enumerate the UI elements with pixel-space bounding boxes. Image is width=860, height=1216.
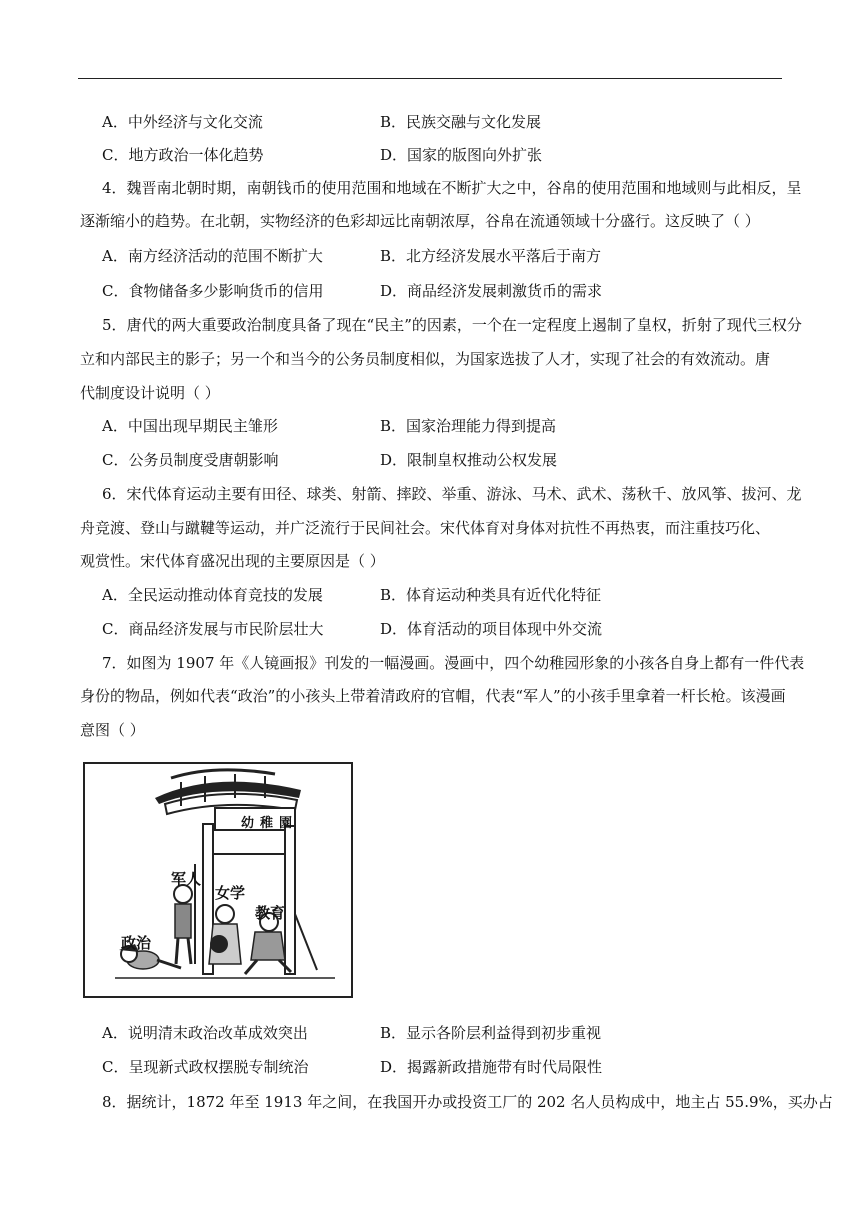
q8-stem-line-1: 8．据统计，1872 年至 1913 年之间，在我国开办或投资工厂的 202 名人员构成中，地主占 55.9%，买办占 — [102, 1093, 833, 1111]
label-education: 教育 — [255, 904, 286, 922]
q7-stem-line-1: 7．如图为 1907 年《人镜画报》刊发的一幅漫画。漫画中，四个幼稚园形象的小孩各自身上都有一件代表 — [102, 654, 805, 672]
q4-stem-line-2: 逐渐缩小的趋势。在北朝，实物经济的色彩却远比南朝浓厚，谷帛在流通领域十分盛行。这反映了（ ） — [80, 212, 760, 230]
q7-stem-line-3: 意图（ ） — [80, 721, 145, 739]
header-rule — [78, 78, 782, 79]
q3-option-d[interactable]: D．国家的版图向外扩张 — [380, 146, 543, 164]
cartoon-illustration — [85, 764, 351, 996]
q4-option-b[interactable]: B．北方经济发展水平落后于南方 — [380, 247, 602, 265]
q6-option-d[interactable]: D．体育活动的项目体现中外交流 — [380, 620, 603, 638]
q6-option-b[interactable]: B．体育运动种类具有近代化特征 — [380, 586, 602, 604]
q5-stem-line-1: 5．唐代的两大重要政治制度具备了现在“民主”的因素，一个在一定程度上遏制了皇权，折射了现代三权分 — [102, 316, 802, 334]
q7-option-c[interactable]: C．呈现新式政权摆脱专制统治 — [102, 1058, 309, 1076]
q4-option-a[interactable]: A．南方经济活动的范围不断扩大 — [102, 247, 323, 265]
q6-option-c[interactable]: C．商品经济发展与市民阶层壮大 — [102, 620, 324, 638]
signboard-text: 幼稚園 — [241, 816, 299, 831]
q5-option-b[interactable]: B．国家治理能力得到提高 — [380, 417, 557, 435]
q4-stem-line-1: 4．魏晋南北朝时期，南朝钱币的使用范围和地域在不断扩大之中，谷帛的使用范围和地域则与此相反，呈 — [102, 179, 802, 197]
q7-option-d[interactable]: D．揭露新政措施带有时代局限性 — [380, 1058, 603, 1076]
q5-option-d[interactable]: D．限制皇权推动公权发展 — [380, 451, 558, 469]
q5-stem-line-3: 代制度设计说明（ ） — [80, 384, 220, 402]
label-army: 军人 — [171, 870, 202, 888]
q3-option-c[interactable]: C．地方政治一体化趋势 — [102, 146, 264, 164]
q6-option-a[interactable]: A．全民运动推动体育竞技的发展 — [102, 586, 323, 604]
q4-option-d[interactable]: D．商品经济发展刺激货币的需求 — [380, 282, 603, 300]
q6-stem-line-1: 6．宋代体育运动主要有田径、球类、射箭、摔跤、举重、游泳、马术、武术、荡秋千、放风筝、拔河、龙 — [102, 485, 802, 503]
q6-stem-line-2: 舟竞渡、登山与蹴鞬等运动，并广泛流行于民间社会。宋代体育对身体对抗性不再热衷，而注重技巧化、 — [80, 519, 771, 537]
q7-option-a[interactable]: A．说明清末政治改革成效突出 — [102, 1024, 308, 1042]
label-politics: 政治 — [121, 934, 152, 952]
cartoon-figure — [83, 762, 353, 998]
q3-option-a[interactable]: A．中外经济与文化交流 — [102, 113, 263, 131]
q5-option-c[interactable]: C．公务员制度受唐朝影响 — [102, 451, 279, 469]
q3-option-b[interactable]: B．民族交融与文化发展 — [380, 113, 542, 131]
q6-stem-line-3: 观赏性。宋代体育盛况出现的主要原因是（ ） — [80, 552, 385, 570]
q4-option-c[interactable]: C．食物储备多少影响货币的信用 — [102, 282, 324, 300]
label-female-education: 女学 — [215, 884, 246, 902]
q7-option-b[interactable]: B．显示各阶层利益得到初步重视 — [380, 1024, 602, 1042]
q5-stem-line-2: 立和内部民主的影子；另一个和当今的公务员制度相似，为国家选拔了人才，实现了社会的有效流动。唐 — [80, 350, 771, 368]
q5-option-a[interactable]: A．中国出现早期民主雏形 — [102, 417, 278, 435]
q7-stem-line-2: 身份的物品，例如代表“政治”的小孩头上带着清政府的官帽，代表“军人”的小孩手里拿着一杆长枪。该漫画 — [80, 687, 786, 705]
